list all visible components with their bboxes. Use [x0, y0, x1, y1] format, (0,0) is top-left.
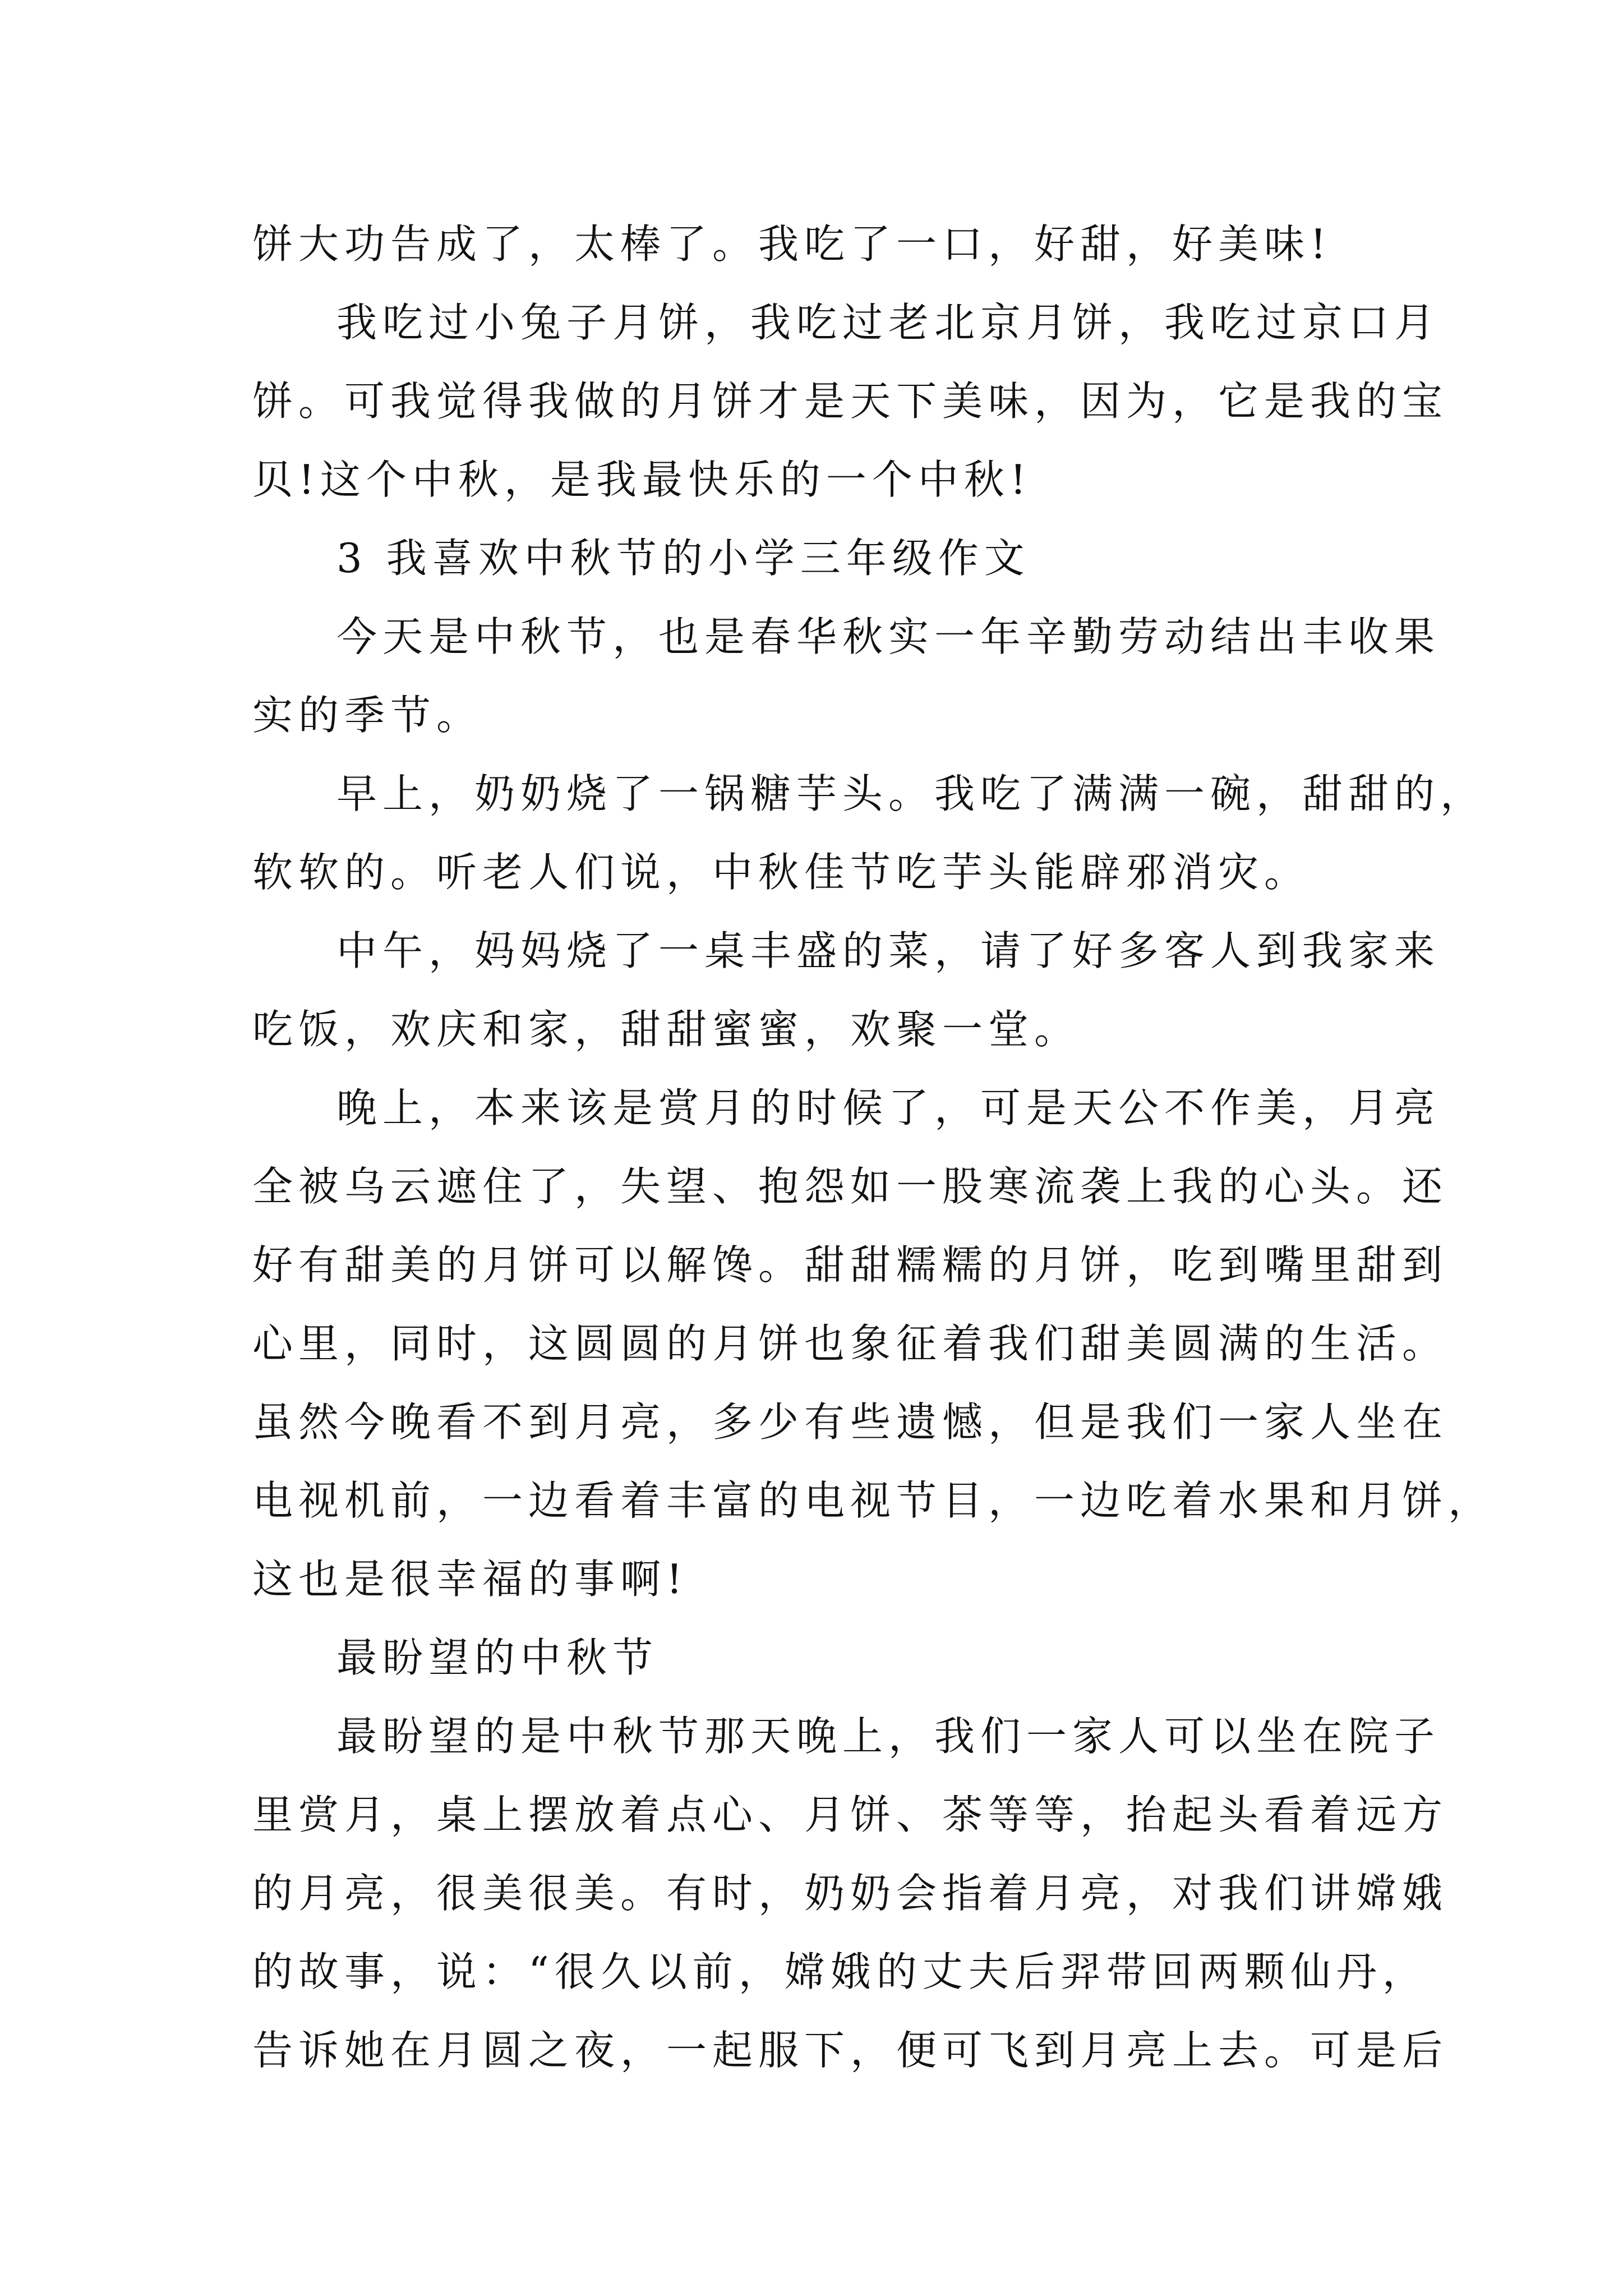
text-line: 中午，妈妈烧了一桌丰盛的菜，请了好多客人到我家来 — [336, 927, 1441, 974]
text-line: 虽然今晚看不到月亮，多少有些遗憾，但是我们一家人坐在 — [252, 1398, 1449, 1446]
text-line: 我吃过小兔子月饼，我吃过老北京月饼，我吃过京口月 — [336, 299, 1441, 346]
text-line: 实的季节。 — [252, 692, 483, 739]
text-line: 全被乌云遮住了，失望、抱怨如一股寒流袭上我的心头。还 — [252, 1163, 1449, 1210]
text-line: 贝!这个中秋，是我最快乐的一个中秋! — [252, 456, 1032, 503]
text-line: 电视机前，一边看着丰富的电视节目，一边吃着水果和月饼， — [252, 1477, 1495, 1524]
text-line: 饼大功告成了，太棒了。我吃了一口，好甜，好美味! — [252, 220, 1332, 268]
text-line: 好有甜美的月饼可以解馋。甜甜糯糯的月饼，吃到嘴里甜到 — [252, 1241, 1449, 1289]
section-heading: 3 我喜欢中秋节的小学三年级作文 — [336, 535, 1030, 582]
text-line: 这也是很幸福的事啊! — [252, 1556, 688, 1603]
text-line: 吃饭，欢庆和家，甜甜蜜蜜，欢聚一堂。 — [252, 1006, 1081, 1053]
text-line: 晚上，本来该是赏月的时候了，可是天公不作美，月亮 — [336, 1084, 1441, 1131]
text-line: 的故事，说：“很久以前，嫦娥的丈夫后羿带回两颗仙丹， — [252, 1948, 1428, 1995]
text-line: 的月亮，很美很美。有时，奶奶会指着月亮，对我们讲嫦娥 — [252, 1870, 1449, 1917]
text-line: 软软的。听老人们说，中秋佳节吃芋头能辟邪消灾。 — [252, 849, 1311, 896]
section-heading: 最盼望的中秋节 — [336, 1634, 659, 1681]
text-line: 最盼望的是中秋节那天晚上，我们一家人可以坐在院子 — [336, 1713, 1441, 1760]
text-line: 早上，奶奶烧了一锅糖芋头。我吃了满满一碗，甜甜的， — [336, 770, 1487, 817]
text-line: 心里，同时，这圆圆的月饼也象征着我们甜美圆满的生活。 — [252, 1320, 1449, 1367]
text-line: 今天是中秋节，也是春华秋实一年辛勤劳动结出丰收果 — [336, 613, 1441, 660]
text-line: 饼。可我觉得我做的月饼才是天下美味，因为，它是我的宝 — [252, 378, 1449, 425]
text-line: 告诉她在月圆之夜，一起服下，便可飞到月亮上去。可是后 — [252, 2027, 1449, 2074]
text-line: 里赏月，桌上摆放着点心、月饼、茶等等，抬起头看着远方 — [252, 1791, 1449, 1838]
